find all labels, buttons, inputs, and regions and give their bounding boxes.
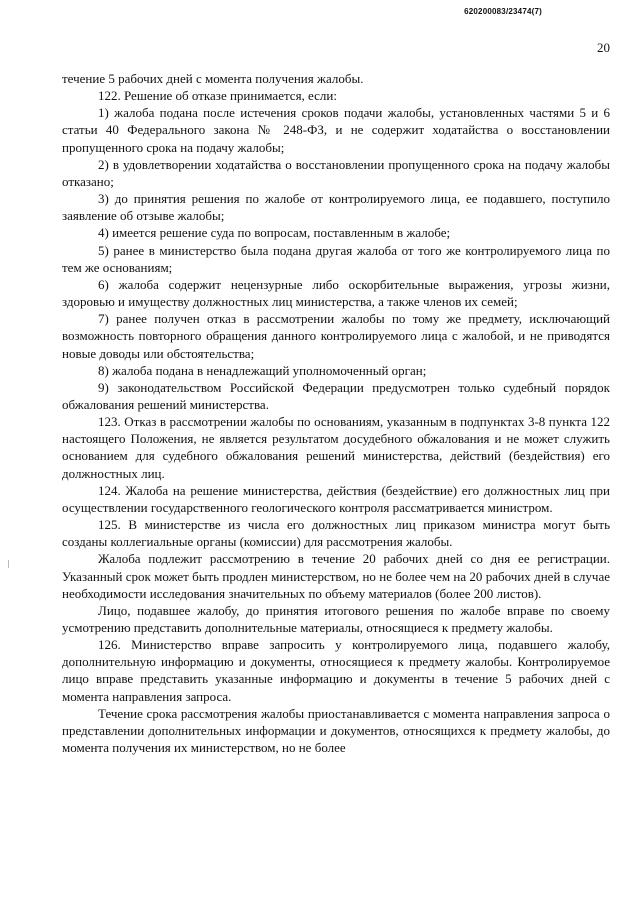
paragraph: Жалоба подлежит рассмотрению в течение 20 рабочих дней со дня ее регистрации. Указанный срок может быть продлен министерством, но не более чем на 20 рабочих дней в случае необходимости исследования значительных по объему материалов (более 200 листов). (62, 551, 610, 601)
scan-margin-mark (8, 560, 9, 568)
paragraph: 125. В министерстве из числа его должностных лиц приказом министра могут быть созданы коллегиальные органы (комиссии) для рассмотрения жалобы. (62, 517, 610, 550)
paragraph: Течение срока рассмотрения жалобы приостанавливается с момента направления запроса о представлении дополнительных информации и документов, относящихся к предмету жалобы, до момента получения их министерством, но не более (62, 705, 610, 756)
paragraph: 1) жалоба подана после истечения сроков подачи жалобы, установленных частями 5 и 6 статьи 40 Федерального закона № 248-ФЗ, и не содержит ходатайства о восстановлении пропущенного срока на подачу жалобы; (62, 105, 610, 155)
paragraph: 7) ранее получен отказ в рассмотрении жалобы по тому же предмету, исключающий возможность повторного обращения данного контролируемого лица с жалобой, и не приводятся новые доводы или обстоятельства; (62, 311, 610, 361)
paragraph: 5) ранее в министерство была подана другая жалоба от того же контролируемого лица по тем же основаниям; (62, 242, 610, 275)
paragraph: течение 5 рабочих дней с момента получения жалобы. (62, 71, 364, 86)
document-code: 620200083/23474(7) (464, 7, 542, 16)
paragraph: 124. Жалоба на решение министерства, действия (бездействие) его должностных лиц при осуществлении государственного геологического контроля рассматривается министром. (62, 482, 610, 515)
paragraph: Лицо, подавшее жалобу, до принятия итогового решения по жалобе вправе по своему усмотрению представить дополнительные материалы, относящиеся к предмету жалобы. (62, 602, 610, 635)
paragraph: 122. Решение об отказе принимается, если: (98, 88, 337, 104)
paragraph: 8) жалоба подана в ненадлежащий уполномоченный орган; (98, 362, 427, 378)
page-number: 20 (597, 40, 610, 55)
paragraph: 4) имеется решение суда по вопросам, поставленным в жалобе; (98, 225, 451, 241)
paragraph: 6) жалоба содержит нецензурные либо оскорбительные выражения, угрозы жизни, здоровью и имуществу должностных лиц министерства, а также членов их семей; (62, 276, 610, 310)
paragraph: 126. Министерство вправе запросить у контролируемого лица, подавшего жалобу, дополнительную информацию и документы, относящиеся к предмету жалобы. Контролируемое лицо вправе представить указанные информацию и документы в течение 5 рабочих дней с момента направления запроса. (62, 637, 610, 704)
paragraph: 9) законодательством Российской Федерации предусмотрен только судебный порядок обжалования решений министерства. (62, 379, 610, 412)
paragraph: 123. Отказ в рассмотрении жалобы по основаниям, указанным в подпунктах 3-8 пункта 122 настоящего Положения, не является результатом досудебного обжалования и не может служить основанием для судебного обжалования решений министерства, действий (бездействия) его должностных лиц. (62, 414, 610, 481)
paragraph: 3) до принятия решения по жалобе от контролируемого лица, ее подавшего, поступило заявление об отзыве жалобы; (62, 191, 610, 224)
paragraph: 2) в удовлетворении ходатайства о восстановлении пропущенного срока на подачу жалобы отказано; (62, 156, 610, 189)
document-body (62, 70, 610, 756)
